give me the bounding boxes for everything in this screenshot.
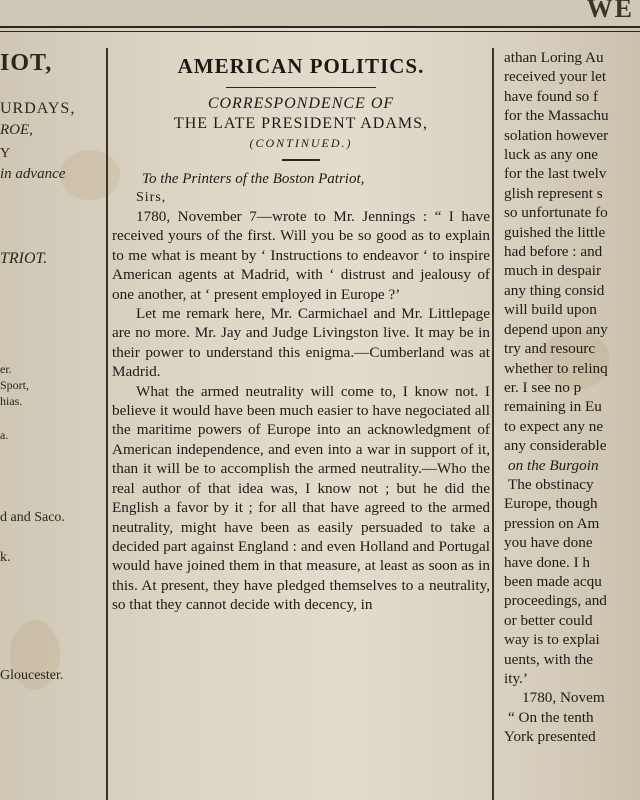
right-line: so unfortunate fo: [504, 204, 608, 222]
right-line: guished the little: [504, 223, 606, 241]
article-headline: AMERICAN POLITICS.: [177, 54, 425, 78]
left-fragment: k.: [0, 550, 11, 565]
right-line: been made acqu: [504, 572, 602, 590]
column-rule-left: [106, 48, 108, 800]
right-line: luck as any one: [504, 146, 599, 164]
right-line: The obstinacy: [508, 475, 594, 493]
left-fragment: d and Saco.: [0, 510, 65, 525]
section-rule: [282, 159, 320, 161]
right-line: proceedings, and: [504, 592, 607, 610]
right-line: for the Massachu: [504, 107, 609, 125]
right-line: er. I see no p: [504, 378, 582, 396]
right-line: have done. I h: [504, 553, 591, 571]
right-line: you have done: [504, 534, 593, 552]
right-line: “ On the tenth: [508, 708, 594, 726]
article-subhead-2: THE LATE PRESIDENT ADAMS,: [173, 115, 429, 132]
left-fragment: Sport,: [0, 378, 30, 392]
article-paragraph: 1780, November 7—wrote to Mr. Jennings : “ I have received yours of the first. Will you be so good as to explain to me what is meant by ‘ Instructions to endeavor ‘ to inspire American agents at Madrid, with ‘ distrust and jealousy of one another, at ‘ present employed in Europe ?’: [112, 208, 490, 303]
article-paragraph: What the armed neutrality will come to, I know not. I believe it would have been much easier to have negociated all the maritime powers of Europe into an acknowledgment of American independence, and even into a war in support of it, than it will be to accomplish the armed neutrality.—Who the real author of that idea was, I know not ; but he did the English a favor by it ; for all that have agreed to the armed neutrality, might have been as easily persuaded to take a decided part against England : and even Holland and Portugal would have joined them in that measure, at least as soon as in this. At present, they have pledged themselves to a neutrality, so that they cannot decide with decency, in: [112, 382, 490, 614]
article-body: [112, 207, 490, 615]
right-line: any thing consid: [504, 281, 605, 299]
right-line: Europe, though: [504, 495, 598, 513]
right-line: much in despair: [504, 262, 602, 280]
right-line: received your let: [504, 68, 607, 86]
right-line: York presented: [504, 728, 596, 746]
left-fragment: TRIOT.: [0, 250, 48, 267]
continued-note: (CONTINUED.): [249, 136, 353, 150]
right-line: for the last twelv: [504, 165, 607, 183]
right-line: ity.’: [504, 670, 528, 687]
right-line: to expect any ne: [504, 417, 604, 435]
left-fragment: hias.: [0, 394, 23, 408]
top-rule-thin: [0, 31, 640, 32]
left-fragment: Gloucester.: [0, 668, 64, 683]
right-line: way is to explai: [504, 631, 600, 649]
top-rule: [0, 26, 640, 28]
left-fragment: er.: [0, 362, 12, 376]
letter-salutation: Sirs,: [136, 190, 167, 205]
letter-address: To the Printers of the Boston Patriot,: [142, 171, 365, 187]
right-line: or better could: [504, 611, 593, 629]
right-line: had before : and: [504, 243, 603, 261]
right-line: depend upon any: [504, 320, 608, 338]
right-line: on the Burgoin: [508, 456, 599, 474]
right-line: uents, with the: [504, 650, 594, 668]
article-column: [112, 48, 490, 800]
column-rule-right: [492, 48, 494, 800]
right-line: 1780, Novem: [522, 689, 605, 707]
right-line: whether to relinq: [504, 359, 608, 377]
article-subhead-1: CORRESPONDENCE OF: [207, 95, 395, 112]
masthead-fragment: WE: [586, 0, 634, 23]
right-line: solation however: [504, 126, 609, 144]
left-fragment: in advance: [0, 166, 66, 182]
left-column: [0, 40, 105, 800]
right-line: any considerable: [504, 437, 607, 455]
left-fragment: Y: [0, 146, 11, 161]
right-column: [498, 48, 640, 800]
right-line: remaining in Eu: [504, 398, 602, 416]
right-line: have found so f: [504, 87, 599, 105]
article-paragraph: Let me remark here, Mr. Carmichael and Mr. Littlepage are no more. Mr. Jay and Judge Livingston live. It may be in their power to understand this enigma.—Cumberland was at Madrid.: [112, 305, 490, 381]
headline-rule: [226, 87, 376, 88]
right-line: athan Loring Au: [504, 49, 604, 66]
right-line: will build upon: [504, 301, 597, 319]
right-line: glish represent s: [504, 184, 603, 202]
right-line: pression on Am: [504, 514, 600, 532]
left-fragment: ROE,: [0, 122, 33, 138]
masthead-strip: [0, 0, 640, 26]
left-fragment: IOT,: [0, 50, 53, 76]
left-fragment: URDAYS,: [0, 100, 76, 117]
right-line: try and resourc: [504, 340, 596, 358]
left-fragment: a.: [0, 428, 9, 442]
